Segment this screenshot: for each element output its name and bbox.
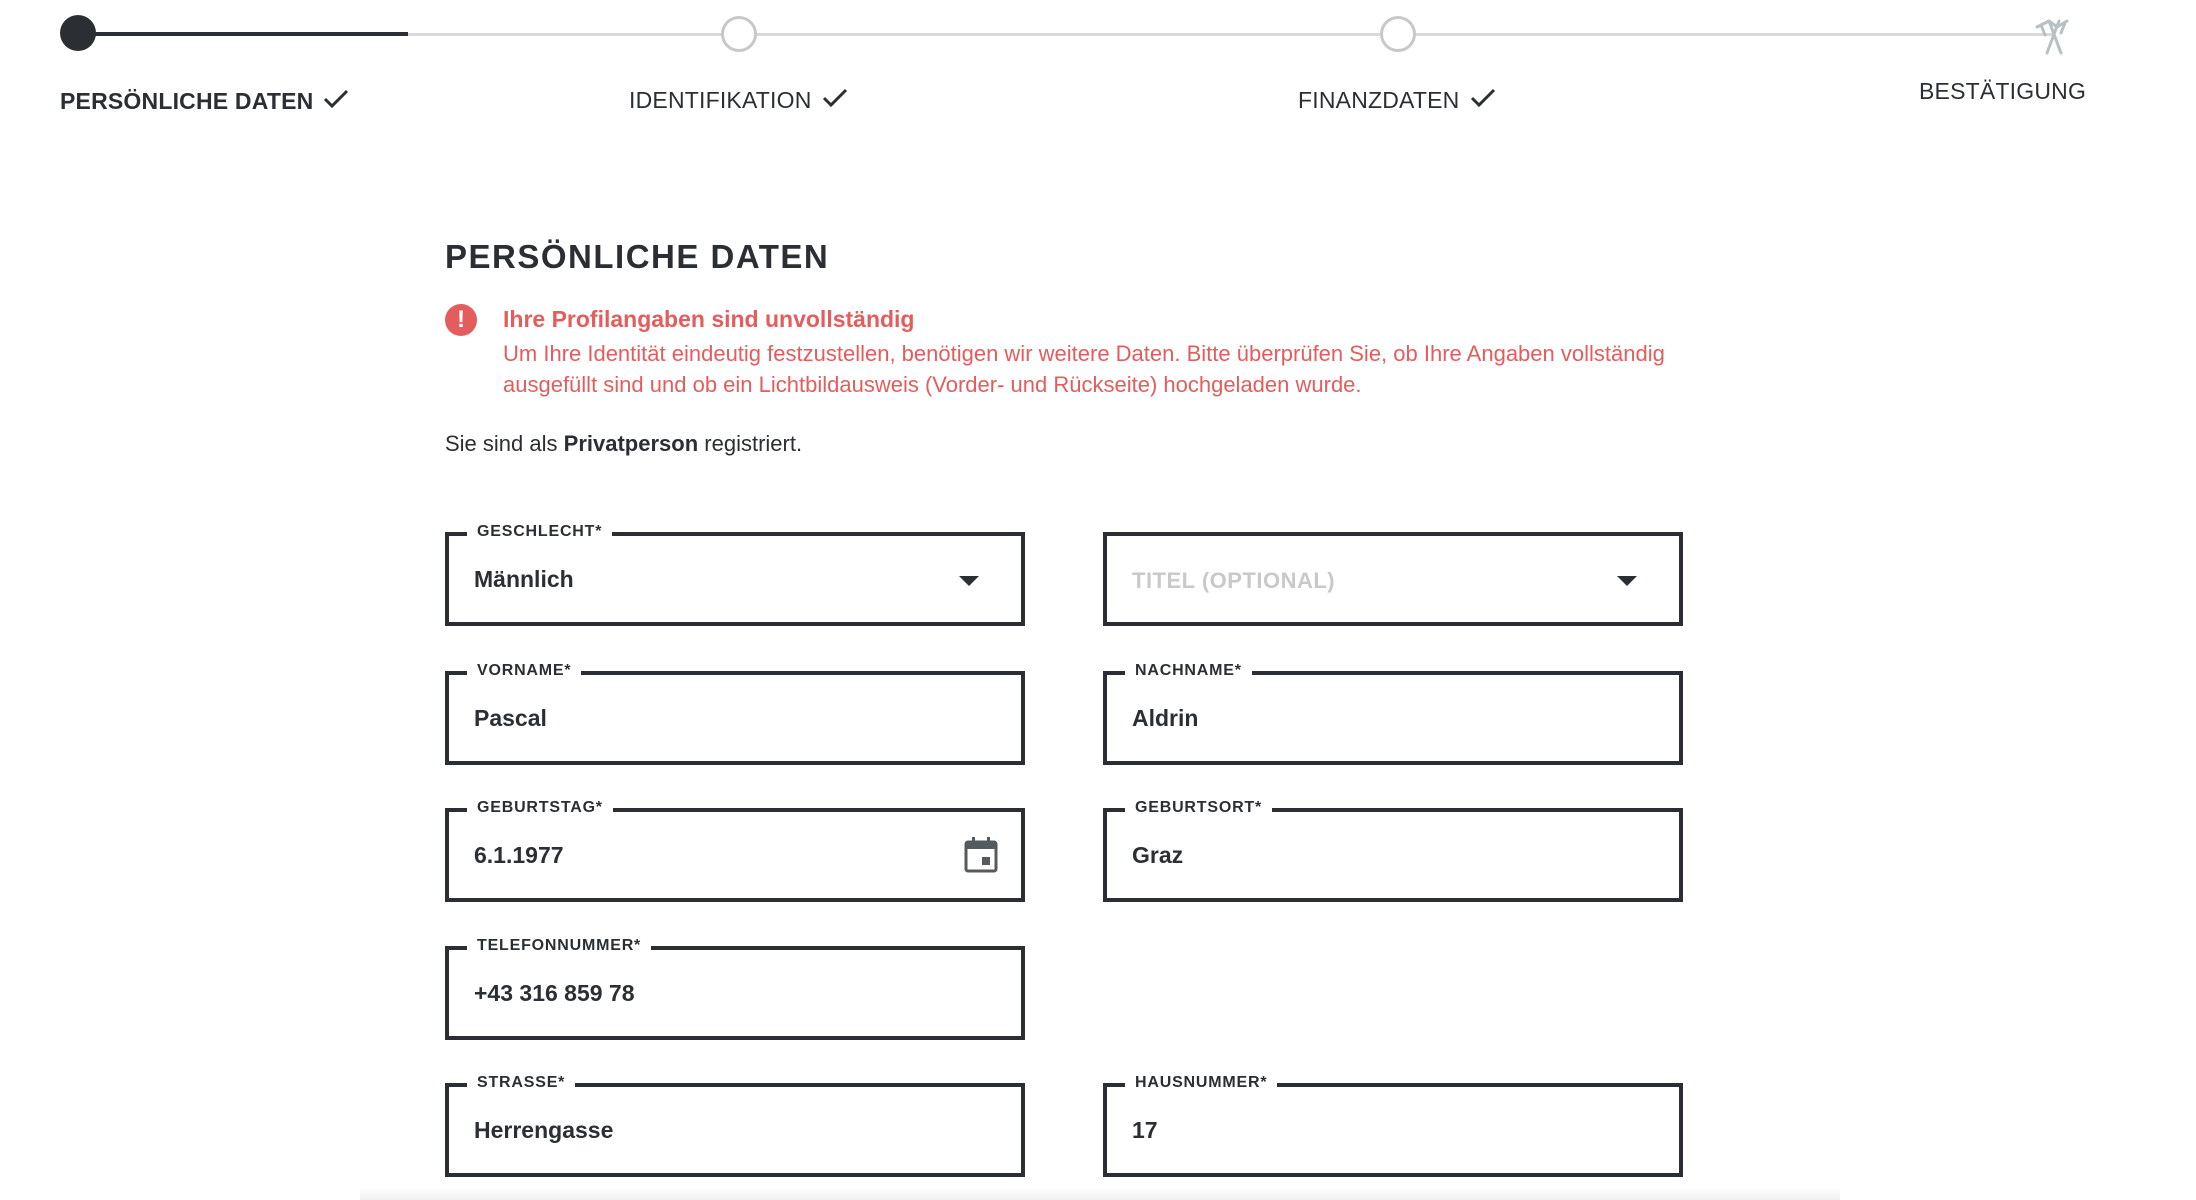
chevron-down-icon[interactable] <box>1617 576 1637 586</box>
step-dot-financial-data[interactable] <box>1380 16 1416 52</box>
alert-title: Ihre Profilangaben sind unvollständig <box>503 306 915 332</box>
firstname-value[interactable]: Pascal <box>474 705 547 731</box>
registration-info <box>445 431 802 457</box>
registration-suffix: registriert. <box>704 431 803 456</box>
birthplace-label: GEBURTSORT* <box>1125 799 1272 817</box>
lastname-value[interactable]: Aldrin <box>1132 705 1199 731</box>
housenumber-value[interactable]: 17 <box>1132 1117 1158 1143</box>
page-title: PERSÖNLICHE DATEN <box>445 238 830 275</box>
step-dot-identification[interactable] <box>721 16 757 52</box>
step-personal-data[interactable] <box>60 88 349 115</box>
calendar-icon[interactable] <box>963 836 999 874</box>
handshake-icon <box>2031 13 2077 59</box>
step-confirmation[interactable] <box>1919 78 2086 105</box>
phone-value[interactable]: +43 316 859 78 <box>474 980 635 1006</box>
stepper-progress <box>78 32 408 36</box>
gender-label: GESCHLECHT* <box>467 523 612 541</box>
phone-label: TELEFONNUMMER* <box>467 937 651 955</box>
registration-prefix: Sie sind als <box>445 431 558 456</box>
check-icon <box>822 88 848 108</box>
birthday-value[interactable]: 6.1.1977 <box>474 842 564 868</box>
registration-type: Privatperson <box>563 431 699 456</box>
street-field[interactable] <box>445 1074 1025 1177</box>
street-label: STRASSE* <box>467 1074 575 1092</box>
title-placeholder: TITEL (OPTIONAL) <box>1132 568 1336 593</box>
step-label: IDENTIFIKATION <box>629 87 812 113</box>
housenumber-field[interactable] <box>1103 1074 1683 1177</box>
title-select[interactable] <box>1103 532 1683 626</box>
step-label: PERSÖNLICHE DATEN <box>60 88 314 114</box>
firstname-label: VORNAME* <box>467 662 581 680</box>
step-label: BESTÄTIGUNG <box>1919 78 2087 104</box>
exclamation-icon: ! <box>445 304 477 336</box>
phone-field[interactable] <box>445 937 1025 1040</box>
birthplace-value[interactable]: Graz <box>1132 842 1184 868</box>
gender-select[interactable] <box>445 523 1025 626</box>
birthplace-field[interactable] <box>1103 799 1683 902</box>
housenumber-label: HAUSNUMMER* <box>1125 1074 1277 1092</box>
lastname-field[interactable] <box>1103 662 1683 765</box>
alert-message: Um Ihre Identität eindeutig festzustellen, benötigen wir weitere Daten. Bitte überprüfen Sie, ob Ihre Angaben vollständig ausgefüllt sind und ob ein Lichtbildausweis (Vorder- und Rückseite) hochgeladen wurde. <box>503 341 1665 397</box>
gender-value: Männlich <box>474 566 574 592</box>
firstname-field[interactable] <box>445 662 1025 765</box>
step-dot-personal-data[interactable] <box>60 15 96 51</box>
birthday-field[interactable] <box>445 799 1025 902</box>
step-financial-data[interactable] <box>1298 87 1496 114</box>
lastname-label: NACHNAME* <box>1125 662 1252 680</box>
check-icon <box>1470 88 1496 108</box>
sticky-footer-shadow <box>360 1188 1840 1200</box>
progress-stepper <box>0 0 2196 140</box>
chevron-down-icon[interactable] <box>959 576 979 586</box>
street-value[interactable]: Herrengasse <box>474 1117 614 1143</box>
step-identification[interactable] <box>629 87 848 114</box>
step-label: FINANZDATEN <box>1298 87 1460 113</box>
check-icon <box>323 89 349 109</box>
birthday-label: GEBURTSTAG* <box>467 799 613 817</box>
